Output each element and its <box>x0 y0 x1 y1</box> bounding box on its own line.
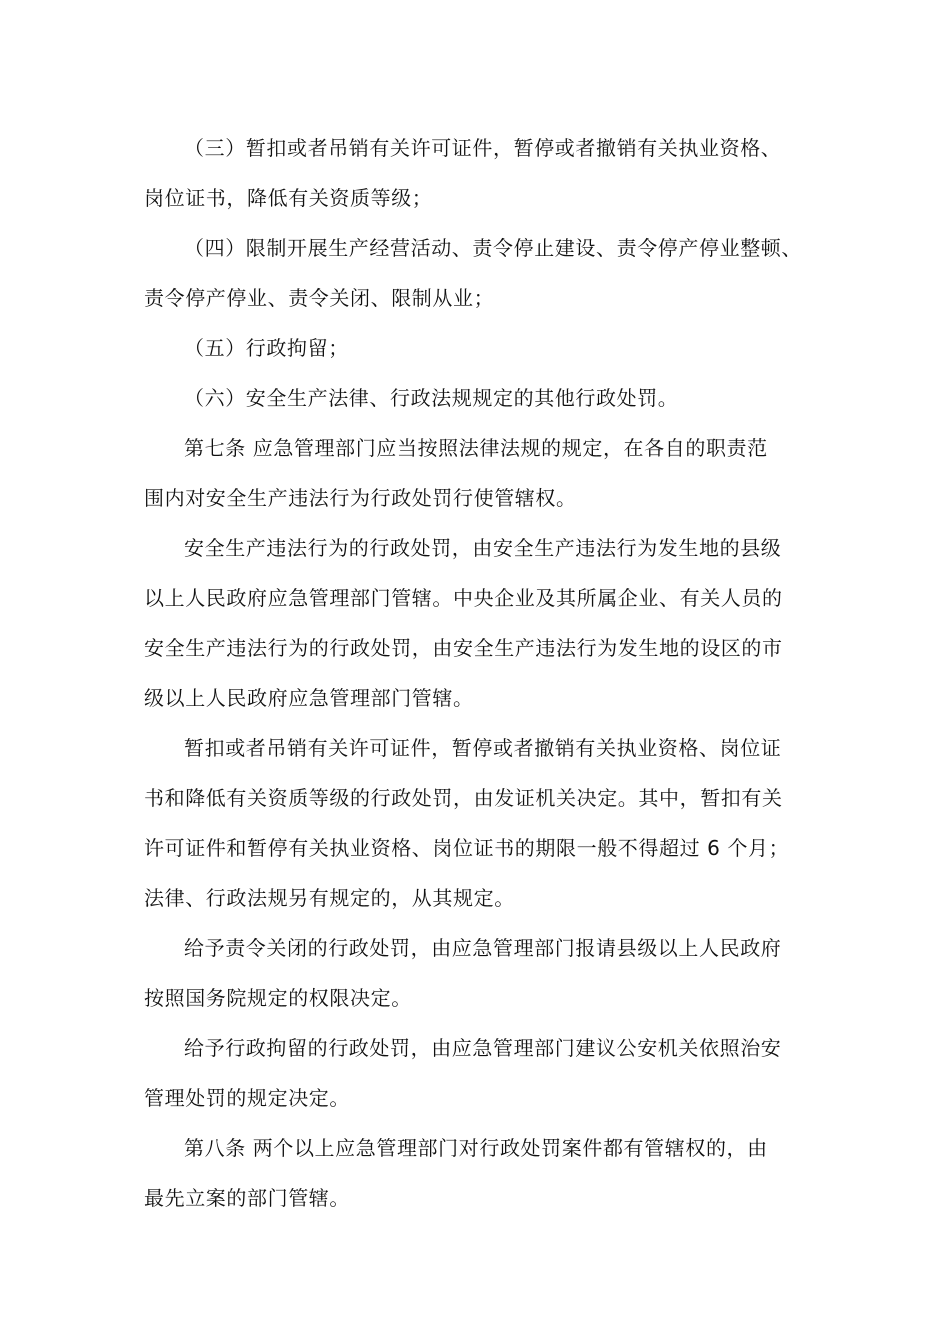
text-line: 第七条 应急管理部门应当按照法律法规的规定，在各自的职责范 <box>184 436 768 460</box>
text-line: 给予责令关闭的行政处罚，由应急管理部门报请县级以上人民政府 <box>184 936 782 960</box>
text-line: 第八条 两个以上应急管理部门对行政处罚案件都有管辖权的，由 <box>184 1136 768 1160</box>
text-line: 给予行政拘留的行政处罚，由应急管理部门建议公安机关依照治安 <box>184 1036 782 1060</box>
text-line: （四）限制开展生产经营活动、责令停止建设、责令停产停业整顿、 <box>184 236 802 260</box>
text-line: 许可证件和暂停有关执业资格、岗位证书的期限一般不得超过 6 个月； <box>144 836 790 860</box>
text-line: 按照国务院规定的权限决定。 <box>144 986 412 1010</box>
text-line: （六）安全生产法律、行政法规规定的其他行政处罚。 <box>184 386 679 410</box>
text-line: 责令停产停业、责令关闭、限制从业； <box>144 286 495 310</box>
text-line: 最先立案的部门管辖。 <box>144 1186 350 1210</box>
text-line: （五）行政拘留； <box>184 336 349 360</box>
text-line: 法律、行政法规另有规定的，从其规定。 <box>144 886 515 910</box>
text-line: 管理处罚的规定决定。 <box>144 1086 350 1110</box>
text-line: 以上人民政府应急管理部门管辖。中央企业及其所属企业、有关人员的 <box>144 586 783 610</box>
text-line: 书和降低有关资质等级的行政处罚，由发证机关决定。其中，暂扣有关 <box>144 786 783 810</box>
text-line: 级以上人民政府应急管理部门管辖。 <box>144 686 474 710</box>
text-line: 安全生产违法行为的行政处罚，由安全生产违法行为发生地的县级 <box>184 536 782 560</box>
text-line: 暂扣或者吊销有关许可证件，暂停或者撤销有关执业资格、岗位证 <box>184 736 782 760</box>
text-line: 岗位证书，降低有关资质等级； <box>144 186 433 210</box>
text-line: 围内对安全生产违法行为行政处罚行使管辖权。 <box>144 486 577 510</box>
document-body <box>144 128 824 1228</box>
text-line: （三）暂扣或者吊销有关许可证件，暂停或者撤销有关执业资格、 <box>184 136 782 160</box>
text-line: 安全生产违法行为的行政处罚，由安全生产违法行为发生地的设区的市 <box>144 636 783 660</box>
